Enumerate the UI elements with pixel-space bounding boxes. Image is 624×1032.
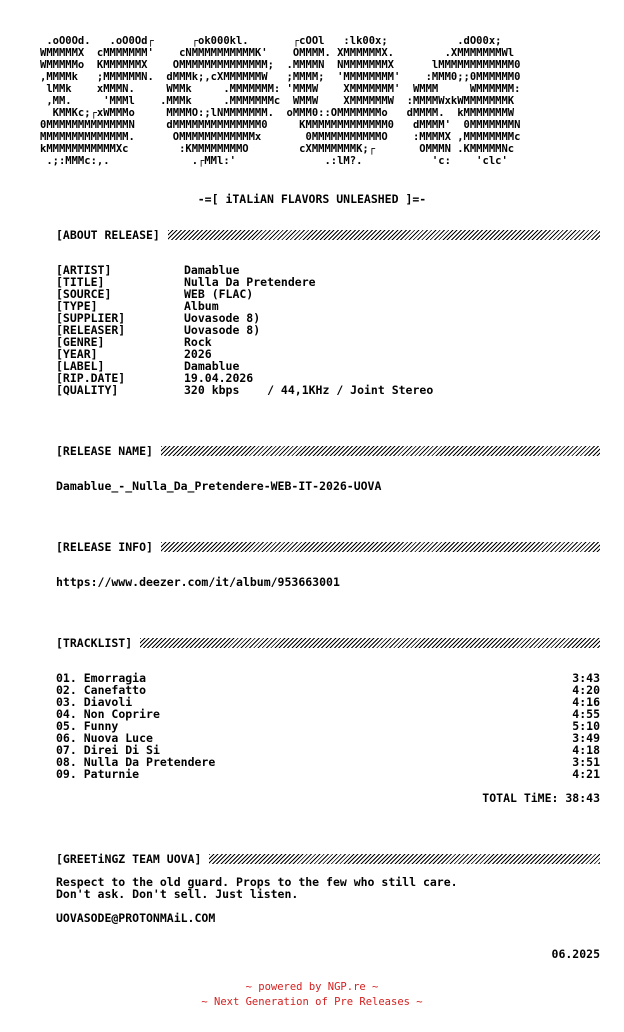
section-title: [RELEASE NAME] xyxy=(56,444,153,458)
ascii-logo-line: kMMMMMMMMMMMXc :KMMMMMMMMO cXMMMMMMMK;┌ OMMMN .KMMMMMNc xyxy=(40,143,515,155)
release-info-url[interactable]: https://www.deezer.com/it/album/953663001 xyxy=(56,575,340,589)
field-key: [SOURCE] xyxy=(56,287,112,301)
track-duration: 3:43 xyxy=(572,671,600,685)
about-field-row xyxy=(56,312,600,324)
about-field-row xyxy=(56,324,600,336)
ascii-logo-line: KMMKc;┌xWMMMo MMMMO:;lNMMMMMMM. oMMM0::OMMMMMMMo dMMMM. kMMMMMMMW xyxy=(40,107,515,119)
track-duration: 3:49 xyxy=(572,731,600,745)
field-value: Uovasode 8) xyxy=(184,323,261,337)
section-header xyxy=(56,540,600,554)
release-date: 06.2025 xyxy=(551,947,600,961)
section-title: [TRACKLIST] xyxy=(56,636,133,650)
track-title: Canefatto xyxy=(83,683,147,697)
about-field-row xyxy=(56,348,600,360)
track-number: 01. xyxy=(56,671,77,685)
about-field-row xyxy=(56,360,600,372)
track-row xyxy=(56,768,600,780)
total-time: TOTAL TiME: 38:43 xyxy=(482,791,600,805)
release-name-section xyxy=(56,444,600,458)
section-header xyxy=(56,444,600,458)
ascii-logo-line: ,MMMMk ;MMMMMMN. dMMMk;,cXMMMMMMW ;MMMM; 'MMMMMMMM' :MMM0;;0MMMMMM0 xyxy=(40,71,521,83)
field-key: [RELEASER] xyxy=(56,323,126,337)
field-value: Rock xyxy=(184,335,212,349)
track-title: Funny xyxy=(83,719,119,733)
greetings-section xyxy=(56,852,600,866)
about-fields xyxy=(56,264,600,396)
about-field-row xyxy=(56,384,600,396)
section-title: [RELEASE INFO] xyxy=(56,540,153,554)
ascii-logo-line: WMMMMMX cMMMMMMM' cNMMMMMMMMMMK' OMMMM. XMMMMMMX. .XMMMMMMMWl xyxy=(40,47,515,59)
field-key: [RIP.DATE] xyxy=(56,371,126,385)
track-number: 03. xyxy=(56,695,77,709)
field-value: Nulla Da Pretendere xyxy=(184,275,316,289)
section-header xyxy=(56,228,600,242)
about-field-row xyxy=(56,264,600,276)
track-title: Diavoli xyxy=(83,695,133,709)
field-value: WEB (FLAC) xyxy=(184,287,254,301)
track-title: Nulla Da Pretendere xyxy=(83,755,216,769)
tracklist-section xyxy=(56,636,600,650)
field-key: [YEAR] xyxy=(56,347,98,361)
track-title: Non Coprire xyxy=(83,707,160,721)
release-name-value: Damablue_-_Nulla_Da_Pretendere-WEB-IT-2026-UOVA xyxy=(56,479,382,493)
release-info-section xyxy=(56,540,600,554)
track-number: 05. xyxy=(56,719,77,733)
field-key: [LABEL] xyxy=(56,359,105,373)
about-field-row xyxy=(56,276,600,288)
greetings-line-2: Don't ask. Don't sell. Just listen. xyxy=(56,887,299,901)
field-value: Damablue xyxy=(184,359,240,373)
track-number: 07. xyxy=(56,743,77,757)
contact-email[interactable]: UOVASODE@PROTONMAiL.COM xyxy=(56,911,216,925)
track-duration: 5:10 xyxy=(572,719,600,733)
field-key: [QUALITY] xyxy=(56,383,119,397)
track-left xyxy=(56,768,139,780)
track-duration: 4:20 xyxy=(572,683,600,697)
tagline: -=[ iTALiAN FLAVORS UNLEASHED ]=- xyxy=(197,192,427,206)
ascii-logo-line: MMMMMMMMMMMMMM. OMMMMMMMMMMMMx 0MMMMMMMMMMMO :MMMMX ,MMMMMMMMc xyxy=(40,131,521,143)
track-number: 04. xyxy=(56,707,77,721)
ascii-logo-line: .oO0Od. .oO0Od┌ ┌ok000kl. ┌cOOl :lk00x; .dO00x; xyxy=(40,35,502,47)
field-value: 320 kbps / 44,1KHz / Joint Stereo xyxy=(184,383,434,397)
track-number: 08. xyxy=(56,755,77,769)
hatch-divider xyxy=(140,638,600,648)
track-duration: 4:18 xyxy=(572,743,600,757)
field-key: [TYPE] xyxy=(56,299,98,313)
field-value: Uovasode 8) xyxy=(184,311,261,325)
hatch-divider xyxy=(161,542,600,552)
ascii-logo-line: 0MMMMMMMMMMMMMN dMMMMMMMMMMMMMM0 KMMMMMMMMMMMMM0 dMMMM' 0MMMMMMMN xyxy=(40,119,521,131)
footer-tagline: ~ Next Generation of Pre Releases ~ xyxy=(201,996,423,1008)
track-number: 06. xyxy=(56,731,77,745)
track-title: Direi Di Si xyxy=(83,743,160,757)
hatch-divider xyxy=(161,446,600,456)
track-duration: 4:21 xyxy=(572,767,600,781)
ascii-logo-line: WMMMMMo KMMMMMMX OMMMMMMMMMMMMMM; .MMMMN NMMMMMMMX lMMMMMMMMMMMM0 xyxy=(40,59,521,71)
field-key: [SUPPLIER] xyxy=(56,311,126,325)
track-duration: 3:51 xyxy=(572,755,600,769)
track-title: Paturnie xyxy=(83,767,140,781)
field-value: 2026 xyxy=(184,347,212,361)
track-row xyxy=(56,708,600,720)
about-field-row xyxy=(56,300,600,312)
track-number: 09. xyxy=(56,767,77,781)
track-row xyxy=(56,684,600,696)
greetings-line-1: Respect to the old guard. Props to the few who still care. xyxy=(56,875,458,889)
track-duration: 4:16 xyxy=(572,695,600,709)
tracklist xyxy=(56,672,600,780)
field-value: Damablue xyxy=(184,263,240,277)
about-field-row xyxy=(56,336,600,348)
hatch-divider xyxy=(168,230,600,240)
section-header xyxy=(56,636,600,650)
field-key: [TITLE] xyxy=(56,275,105,289)
field-key: [ARTIST] xyxy=(56,263,112,277)
ascii-logo-line: ,MM. 'MMMl .MMMk .MMMMMMMc WMMW XMMMMMMW :MMMMWxkWMMMMMMMK xyxy=(40,95,515,107)
track-title: Emorragia xyxy=(83,671,147,685)
footer-powered-by: ~ powered by NGP.re ~ xyxy=(245,981,379,993)
ascii-logo-line: .;:MMMc:,. .┌MMl:' .:lM?. 'c: 'clc' xyxy=(40,155,508,167)
field-value: Album xyxy=(184,299,219,313)
about-field-row xyxy=(56,288,600,300)
hatch-divider xyxy=(209,854,600,864)
ascii-logo-line: lMMk xMMMN. WMMk .MMMMMMM: 'MMMW XMMMMMMM' WMMM WMMMMMM: xyxy=(40,83,521,95)
section-title: [ABOUT RELEASE] xyxy=(56,228,160,242)
field-value: 19.04.2026 xyxy=(184,371,254,385)
track-duration: 4:55 xyxy=(572,707,600,721)
about-release-section xyxy=(56,228,600,242)
ascii-logo xyxy=(40,35,600,167)
track-title: Nuova Luce xyxy=(83,731,153,745)
section-header xyxy=(56,852,600,866)
track-number: 02. xyxy=(56,683,77,697)
section-title: [GREETiNGZ TEAM UOVA] xyxy=(56,852,202,866)
field-key: [GENRE] xyxy=(56,335,105,349)
